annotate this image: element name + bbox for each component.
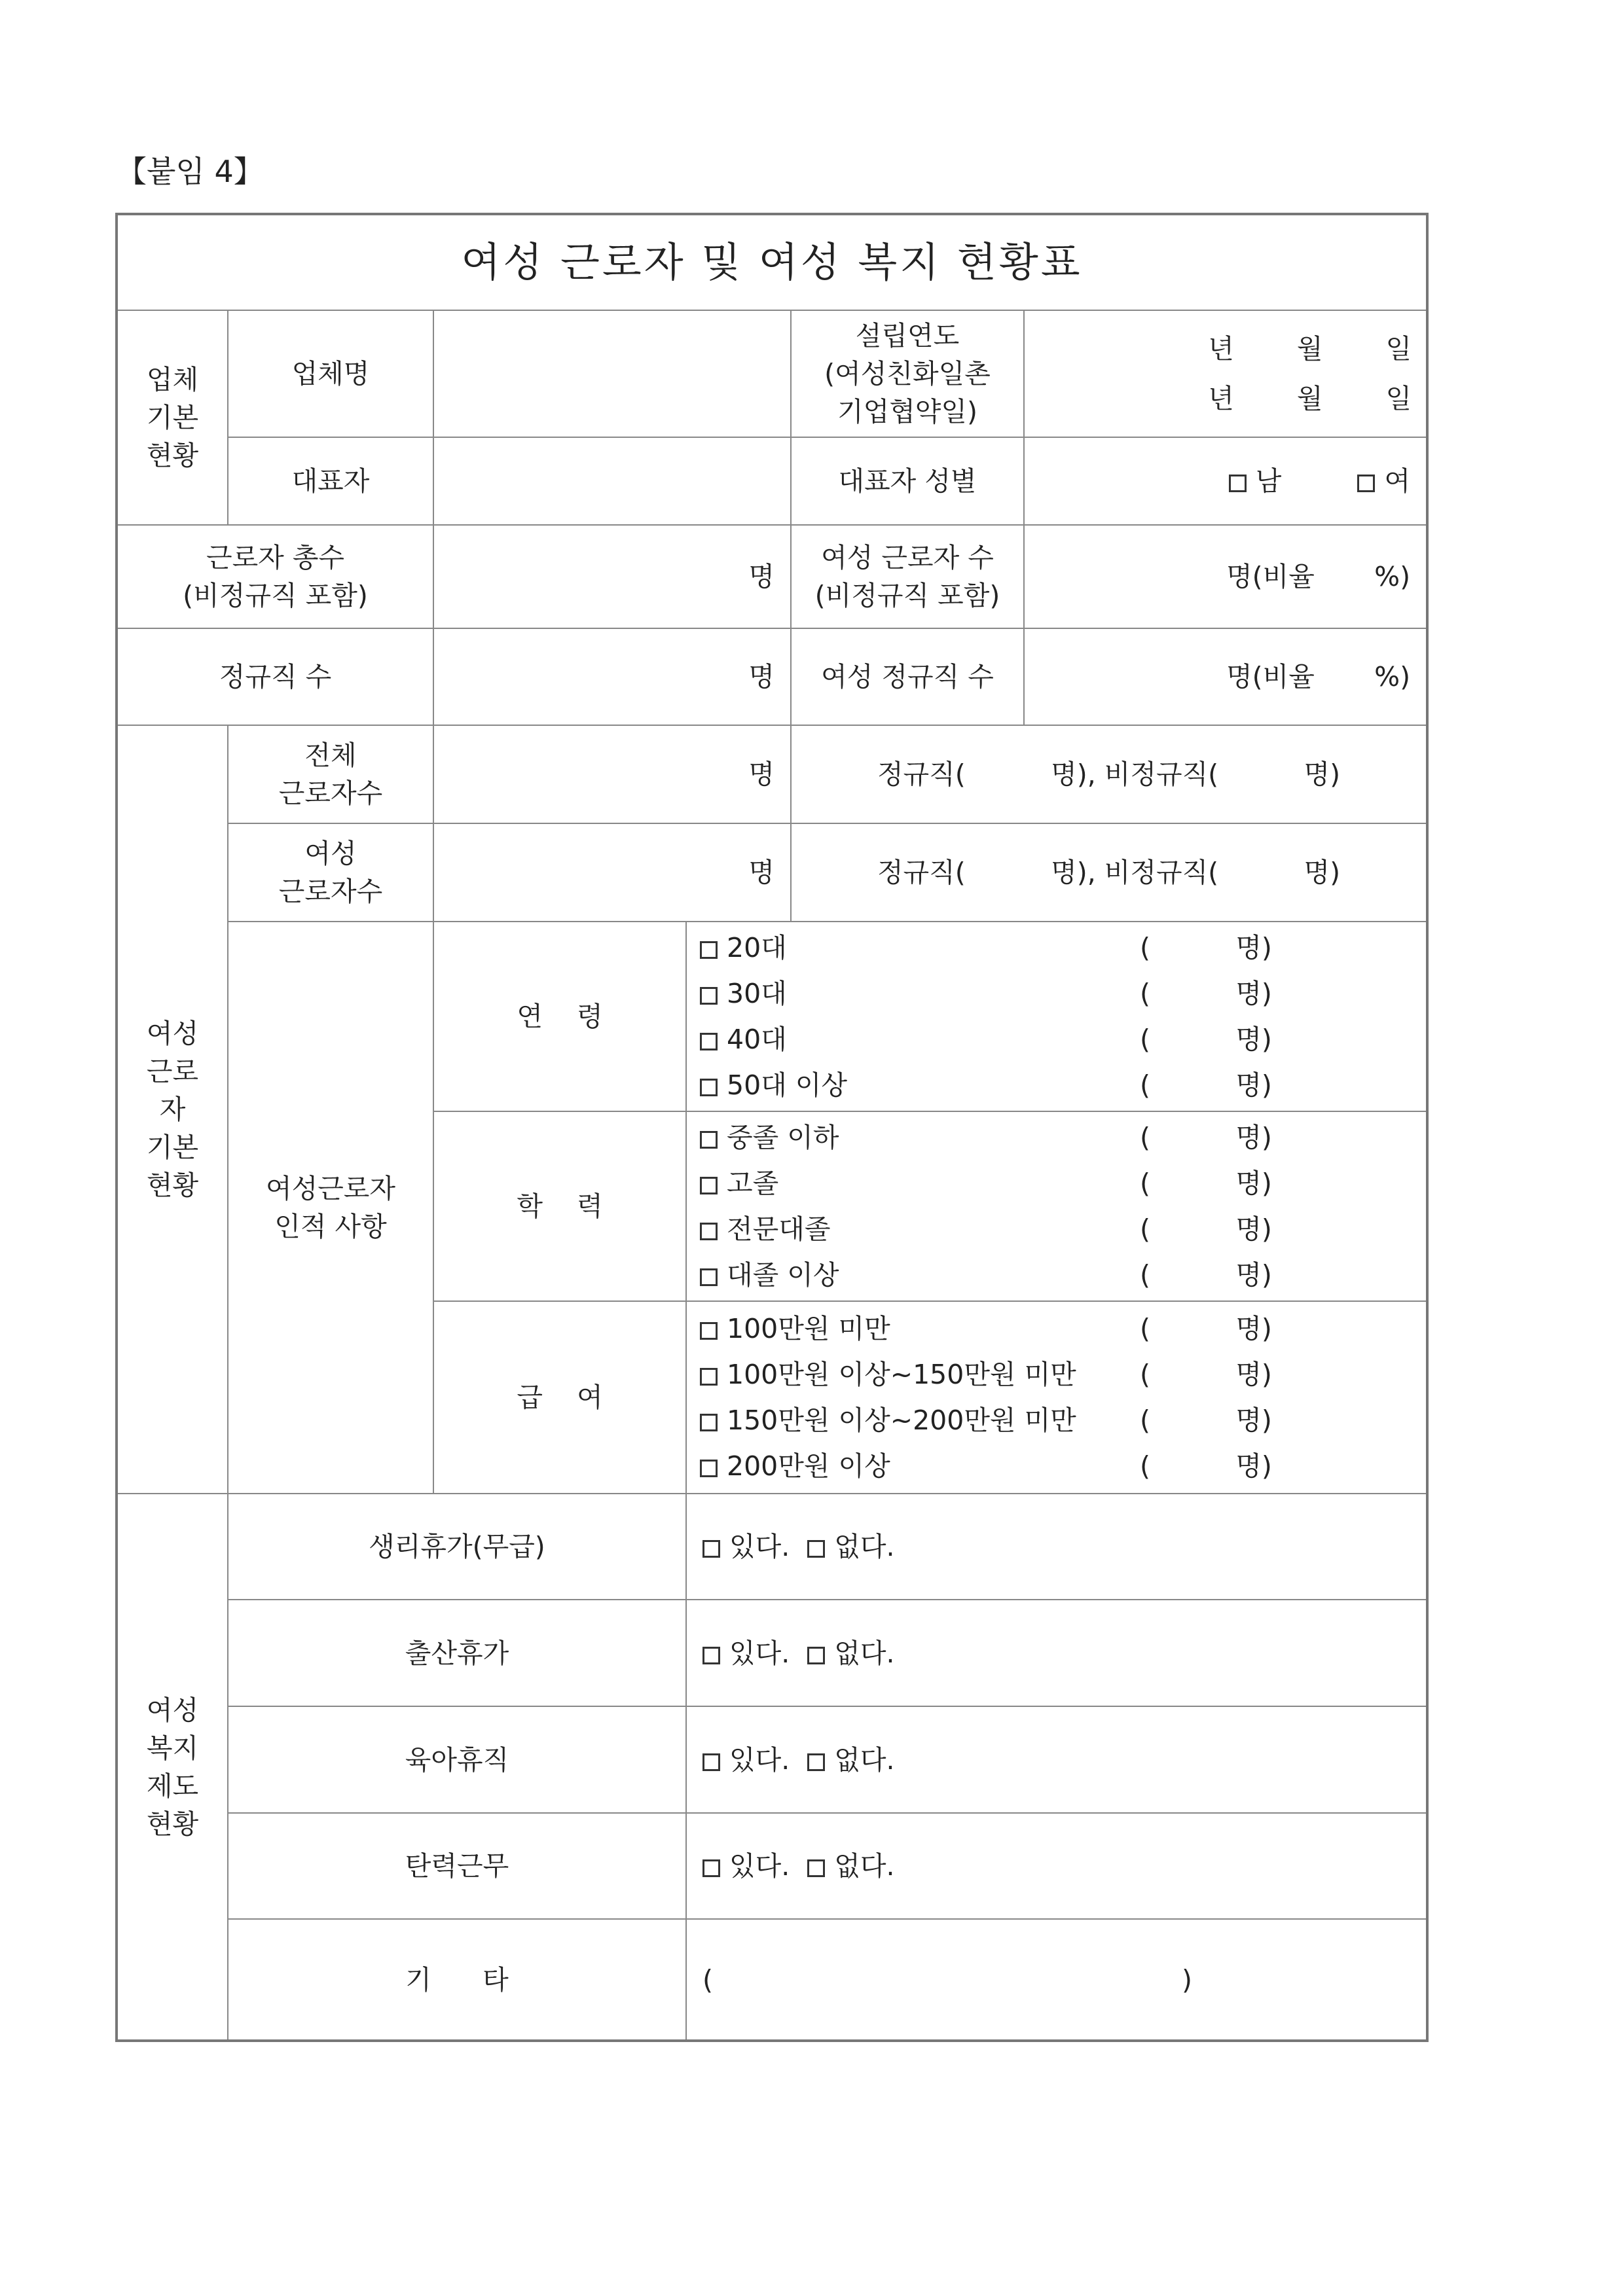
total-workers-label: 근로자 총수 (비정규직 포함)	[117, 525, 433, 628]
founded-date-row: 년 월 일	[1208, 333, 1412, 365]
female-count-label: 여성 근로자수	[228, 823, 433, 922]
welfare-item-label: 탄력근무	[228, 1813, 686, 1919]
regular-workers-field[interactable]: 명	[433, 628, 791, 725]
no-checkbox[interactable]: 없다.	[807, 1638, 894, 1669]
founded-date-field[interactable]	[1024, 310, 1427, 437]
welfare-item-options	[686, 1706, 1427, 1813]
female-regular-label: 여성 정규직 수	[791, 628, 1024, 725]
age-option[interactable]: 50대 이상 ( 명)	[700, 1062, 1426, 1108]
rep-gender-label: 대표자 성별	[791, 437, 1024, 525]
total-workers-field[interactable]: 명	[433, 525, 791, 628]
company-section-label: 업체 기본 현황	[117, 310, 228, 525]
rep-gender-field	[1024, 437, 1427, 525]
welfare-item-options	[686, 1813, 1427, 1919]
age-option[interactable]: 20대 ( 명)	[700, 925, 1426, 971]
representative-label: 대표자	[228, 437, 433, 525]
other-label: 기 타	[228, 1919, 686, 2041]
age-option[interactable]: 40대 ( 명)	[700, 1016, 1426, 1062]
female-workers-label: 여성 근로자 수 (비정규직 포함)	[791, 525, 1024, 628]
other-field[interactable]: ( )	[686, 1919, 1427, 2041]
regular-workers-label: 정규직 수	[117, 628, 433, 725]
form-title: 여성 근로자 및 여성 복지 현황표	[117, 214, 1427, 310]
gender-female-checkbox[interactable]: 여	[1357, 465, 1410, 497]
welfare-item-label: 생리휴가(무급)	[228, 1494, 686, 1600]
all-workers-field[interactable]: 명	[433, 725, 791, 823]
female-workers-section-label: 여성 근로 자 기본 현황	[117, 725, 228, 1494]
welfare-section-label: 여성 복지 제도 현황	[117, 1494, 228, 2041]
female-regular-field[interactable]: 명(비율 %)	[1024, 628, 1427, 725]
no-checkbox[interactable]: 없다.	[807, 1531, 894, 1562]
salary-option[interactable]: 100만원 미만 ( 명)	[700, 1306, 1426, 1352]
welfare-status-form	[115, 213, 1429, 2042]
welfare-item-options	[686, 1600, 1427, 1706]
education-options	[686, 1111, 1427, 1301]
welfare-item-options	[686, 1494, 1427, 1600]
education-option[interactable]: 대졸 이상 ( 명)	[700, 1252, 1426, 1298]
female-count-breakdown[interactable]: 정규직( 명), 비정규직( 명)	[791, 823, 1427, 922]
yes-checkbox[interactable]: 있다.	[702, 1850, 790, 1882]
yes-checkbox[interactable]: 있다.	[702, 1638, 790, 1669]
female-workers-field[interactable]: 명(비율 %)	[1024, 525, 1427, 628]
education-option[interactable]: 중졸 이하 ( 명)	[700, 1115, 1426, 1160]
yes-checkbox[interactable]: 있다.	[702, 1744, 790, 1776]
education-option[interactable]: 고졸 ( 명)	[700, 1160, 1426, 1206]
age-option[interactable]: 30대 ( 명)	[700, 971, 1426, 1016]
company-name-label: 업체명	[228, 310, 433, 437]
representative-field[interactable]	[433, 437, 791, 525]
company-name-field[interactable]	[433, 310, 791, 437]
yes-checkbox[interactable]: 있다.	[702, 1531, 790, 1562]
female-count-field[interactable]: 명	[433, 823, 791, 922]
attachment-label: 【붙임 4】	[117, 154, 264, 189]
profile-label: 여성근로자 인적 사항	[228, 922, 433, 1494]
salary-options	[686, 1301, 1427, 1494]
salary-option[interactable]: 150만원 이상~200만원 미만 ( 명)	[700, 1397, 1426, 1443]
no-checkbox[interactable]: 없다.	[807, 1744, 894, 1776]
salary-option[interactable]: 100만원 이상~150만원 미만 ( 명)	[700, 1352, 1426, 1397]
education-option[interactable]: 전문대졸 ( 명)	[700, 1206, 1426, 1252]
welfare-item-label: 육아휴직	[228, 1706, 686, 1813]
all-workers-breakdown[interactable]: 정규직( 명), 비정규직( 명)	[791, 725, 1427, 823]
salary-option[interactable]: 200만원 이상 ( 명)	[700, 1443, 1426, 1489]
salary-label: 급 여	[433, 1301, 686, 1494]
education-label: 학 력	[433, 1111, 686, 1301]
no-checkbox[interactable]: 없다.	[807, 1850, 894, 1882]
founded-date-label: 설립연도 (여성친화일촌 기업협약일)	[791, 310, 1024, 437]
age-label: 연 령	[433, 922, 686, 1111]
all-workers-label: 전체 근로자수	[228, 725, 433, 823]
gender-male-checkbox[interactable]: 남	[1229, 465, 1282, 497]
age-options	[686, 922, 1427, 1111]
welfare-item-label: 출산휴가	[228, 1600, 686, 1706]
agreement-date-row: 년 월 일	[1208, 383, 1412, 414]
